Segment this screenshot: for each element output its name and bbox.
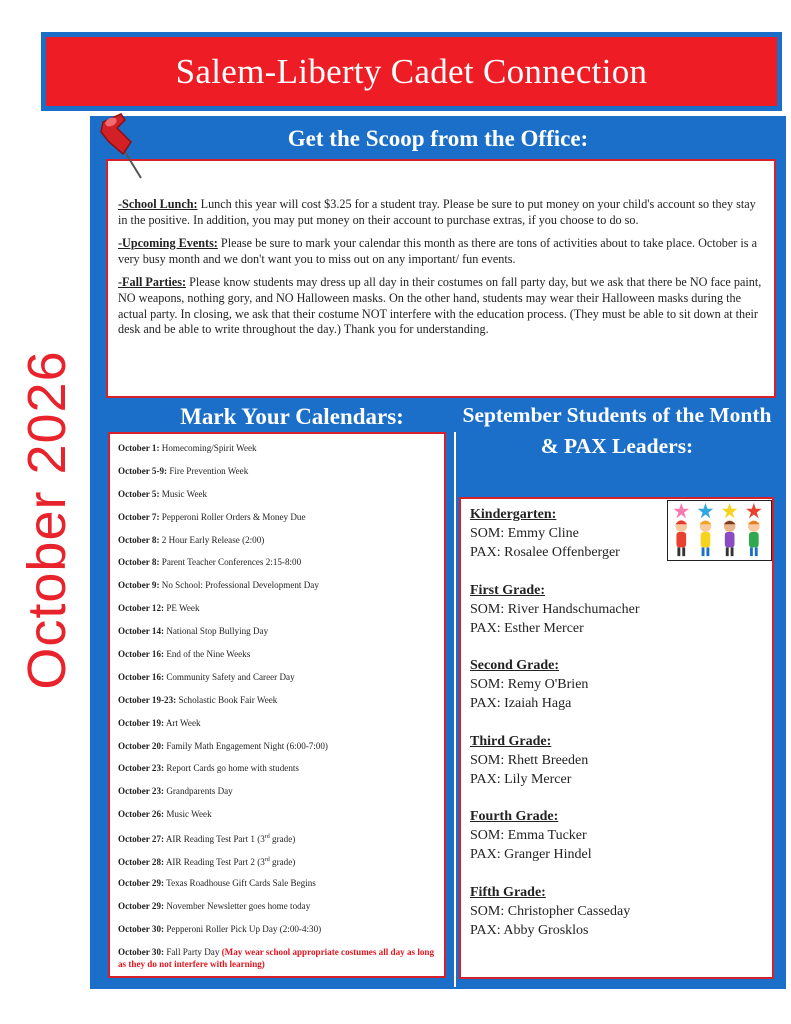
calendar-date: October 8: (118, 534, 160, 545)
calendar-date: October 23: (118, 786, 165, 797)
lunch-label: -School Lunch: (118, 197, 198, 211)
calendar-event: Family Math Engagement Night (6:00-7:00) (164, 740, 328, 751)
calendar-date: October 27: (118, 834, 165, 845)
calendar-item (118, 760, 436, 783)
calendar-event-end: grade) (269, 834, 296, 845)
calendar-item (118, 646, 436, 669)
calendar-item (118, 852, 436, 875)
calendar-date: October 29: (118, 877, 165, 888)
calendar-event: Music Week (164, 809, 212, 820)
calendar-heading: Mark Your Calendars: (180, 404, 404, 429)
calendar-event: Community Safety and Career Day (164, 671, 295, 682)
calendar-date: October 8: (118, 557, 160, 568)
grade-name: Second Grade: (470, 658, 560, 673)
calendar-event: November Newsletter goes home today (164, 900, 311, 911)
calendar-date: October 16: (118, 649, 165, 660)
calendar-item (118, 715, 436, 738)
grade-name: Kindergarten: (470, 507, 557, 522)
calendar-item (118, 532, 436, 555)
parties-text: Please know students may dress up all day in their costumes on fall party day, but we ask that there be NO face paint, NO weapons, nothing gory, and NO Halloween masks. On the other hand, students may wear their Halloween masks during the actual party. In closing, we ask that their costume NOT interfere with the education process. (They must be able to sit down at their desk and be able to write throughout the day.) Thank you for understanding. (118, 275, 762, 337)
month-year-label: October 2026 (17, 350, 77, 690)
newsletter-title: Salem-Liberty Cadet Connection (175, 51, 648, 91)
calendar-item (118, 463, 436, 486)
calendar-date: October 20: (118, 740, 165, 751)
calendar-date: October 1: (118, 443, 160, 453)
som-name: SOM: Emmy Cline (470, 526, 579, 541)
som-name: SOM: Remy O'Brien (470, 677, 589, 692)
parties-paragraph (118, 275, 764, 337)
calendar-date: October 5: (118, 488, 160, 499)
calendar-event: Parent Teacher Conferences 2:15-8:00 (159, 557, 302, 568)
calendar-date: October 16: (118, 671, 165, 682)
calendar-event: Pepperoni Roller Pick Up Day (2:00-4:30) (164, 923, 322, 934)
calendar-event: Texas Roadhouse Gift Cards Sale Begins (164, 877, 316, 888)
header-banner (46, 37, 777, 106)
calendar-date: October 14: (118, 626, 165, 637)
grade-block-first (470, 581, 763, 638)
calendar-item (118, 829, 436, 852)
calendar-event: Scholastic Book Fair Week (176, 694, 278, 705)
calendar-event: Art Week (164, 717, 201, 728)
pax-name: PAX: Izaiah Haga (470, 696, 572, 711)
calendar-item (118, 921, 436, 944)
calendar-item (118, 783, 436, 806)
ordinal-suffix: rd (264, 834, 270, 841)
calendar-item (118, 600, 436, 623)
calendar-event: Pepperoni Roller Orders & Money Due (159, 511, 306, 522)
calendar-event: Grandparents Day (164, 786, 233, 797)
students-heading: September Students of the Month & PAX Leaders: (462, 403, 772, 458)
column-divider (454, 432, 456, 987)
calendar-list (108, 432, 446, 978)
calendar-date: October 12: (118, 603, 165, 614)
grade-name: Fourth Grade: (470, 809, 559, 824)
ordinal-suffix: rd (264, 857, 270, 864)
som-name: SOM: River Handschumacher (470, 601, 640, 617)
calendar-item (118, 738, 436, 761)
office-news-box (106, 159, 776, 398)
calendar-date: October 19-23: (118, 694, 177, 705)
calendar-date: October 9: (118, 580, 160, 591)
calendar-item (118, 944, 436, 970)
calendar-item (118, 486, 436, 509)
calendar-item (118, 623, 436, 646)
grade-block-second (470, 656, 763, 713)
calendar-date: October 29: (118, 900, 165, 911)
pax-name: PAX: Rosalee Offenberger (470, 545, 620, 560)
calendar-item (118, 440, 436, 463)
calendar-event-end: grade) (269, 857, 296, 868)
calendar-event: Fall Party Day (164, 946, 222, 957)
events-label: -Upcoming Events: (118, 236, 218, 251)
events-text: Please be sure to mark your calendar this month as there are tons of activities about to take place. October is a very busy month and we don't want you to miss out on any important/ fun events. (118, 236, 757, 266)
calendar-event: AIR Reading Test Part 2 (3 (164, 857, 265, 868)
calendar-date: October 5-9: (118, 465, 168, 476)
push-pin-icon (95, 112, 147, 182)
grade-block-fourth (470, 807, 763, 864)
calendar-item (118, 509, 436, 532)
calendar-date: October 30: (118, 946, 165, 957)
pax-name: PAX: Abby Grosklos (470, 922, 589, 938)
calendar-item (118, 875, 436, 898)
scoop-heading: Get the Scoop from the Office: (287, 126, 589, 151)
calendar-date: October 26: (118, 809, 165, 820)
calendar-item (118, 806, 436, 829)
calendar-item (118, 577, 436, 600)
lunch-text: Lunch this year will cost $3.25 for a student tray. Please be sure to put money on your child's account so they stay in the positive. In addition, you may put money on their account to purchase extras, if you choose to do so. (118, 197, 756, 227)
calendar-event: No School: Professional Development Day (159, 580, 319, 591)
grade-name: Fifth Grade: (470, 884, 546, 900)
som-name: SOM: Emma Tucker (470, 828, 587, 843)
calendar-event: AIR Reading Test Part 1 (3 (164, 834, 265, 845)
newsletter-header (41, 32, 782, 111)
calendar-date: October 30: (118, 923, 165, 934)
calendar-item (118, 898, 436, 921)
costume-note: (May wear school appropriate costumes all day as long as they do not interfere with learning) (118, 946, 434, 969)
students-of-month-box (459, 497, 774, 979)
calendar-event: National Stop Bullying Day (164, 626, 269, 637)
pax-name: PAX: Esther Mercer (470, 620, 584, 636)
calendar-item (118, 669, 436, 692)
grade-block-third (470, 732, 763, 789)
calendar-date: October 28: (118, 857, 165, 868)
side-month-title (7, 330, 87, 710)
calendar-event: PE Week (164, 603, 200, 614)
pax-name: PAX: Granger Hindel (470, 847, 592, 862)
som-name: SOM: Christopher Casseday (470, 903, 631, 919)
lunch-paragraph (118, 197, 764, 228)
calendar-event: End of the Nine Weeks (164, 649, 251, 660)
som-name: SOM: Rhett Breeden (470, 752, 589, 768)
grade-name: First Grade: (470, 582, 546, 598)
grade-name: Third Grade: (470, 733, 552, 749)
kids-stars-icon (667, 500, 772, 561)
calendar-event: Fire Prevention Week (167, 465, 249, 476)
calendar-event: Homecoming/Spirit Week (159, 443, 257, 453)
calendar-event: Report Cards go home with students (164, 763, 299, 774)
calendar-date: October 23: (118, 763, 165, 774)
calendar-date: October 19: (118, 717, 165, 728)
calendar-item (118, 692, 436, 715)
calendar-event: Music Week (159, 488, 208, 499)
parties-label: -Fall Parties: (118, 275, 187, 290)
calendar-date: October 7: (118, 511, 160, 522)
calendar-item (118, 554, 436, 577)
grade-block-fifth (470, 883, 763, 940)
pax-name: PAX: Lily Mercer (470, 771, 572, 787)
events-paragraph (118, 236, 764, 267)
calendar-event: 2 Hour Early Release (2:00) (159, 534, 265, 545)
